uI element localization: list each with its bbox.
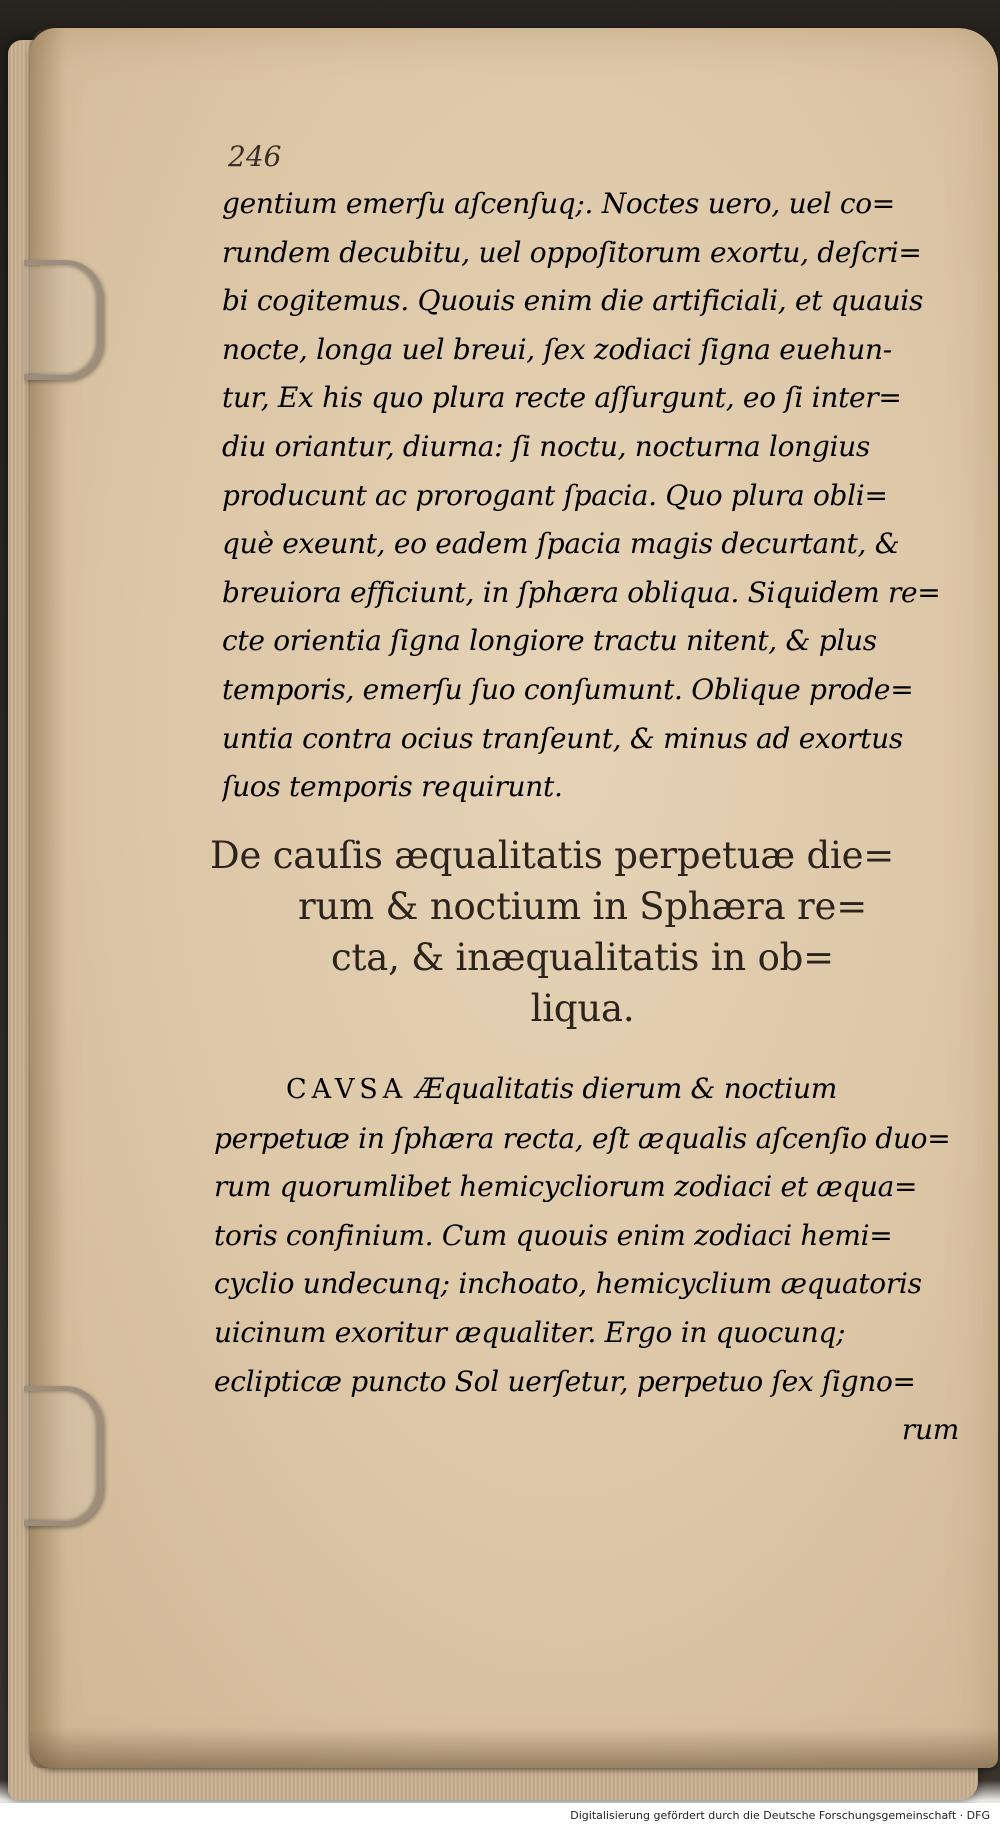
heading-line: De cauſis æqualitatis perpetuæ die= [210,834,895,877]
heading-line: liqua. [530,987,635,1030]
text-line: perpetuæ in ſphæra recta, eſt æqualis aſcenſio duo= [214,1121,951,1155]
book-clasp-top [24,260,103,380]
paragraph-2 [214,1065,959,1455]
footer-bar [0,1803,1000,1825]
heading-line: rum & noctium in Sphæra re= [297,885,868,928]
text-line: diu oriantur, diurna: ſi noctu, nocturna longius [222,429,870,463]
text-line: rum quorumlibet hemicycliorum zodiaci et æqua= [214,1170,918,1204]
text-line: cyclio undecunq; inchoato, hemicyclium æquatoris [214,1267,922,1301]
lead-word: CAVSA [286,1074,408,1105]
text-line: bi cogitemus. Quouis enim die artificiali, et quauis [222,284,924,318]
text-line: cte orientia ſigna longiore tractu nitent, & plus [222,624,877,658]
book-clasp-bottom [24,1386,103,1526]
funding-credit: Digitalisierung gefördert durch die Deutsche Forschungsgemeinschaft · DFG [570,1809,990,1822]
text-line: breuiora efficiunt, in ſphæra obliqua. Siquidem re= [222,575,941,609]
section-heading [210,830,955,1034]
text-line: toris confinium. Cum quouis enim zodiaci hemi= [214,1218,893,1252]
first-line-rest: Æqualitatis dierum & noctium [407,1072,838,1105]
heading-line: cta, & inæqualitatis in ob= [331,936,834,979]
catchword: rum [901,1413,959,1447]
paragraph-1 [222,180,957,812]
text-line-first [214,1065,959,1115]
text-line: tur, Ex his quo plura recte aſſurgunt, eo ſi inter= [222,381,902,415]
text-line: què exeunt, eo eadem ſpacia magis decurtant, & [222,527,900,561]
text-line: gentium emerſu aſcenſuq;. Noctes uero, uel co= [222,187,895,220]
text-line: producunt ac prorogant ſpacia. Quo plura obli= [222,478,888,512]
text-line: ſuos temporis requirunt. [222,770,563,804]
text-line: untia contra ocius tranſeunt, & minus ad exortus [222,721,903,755]
text-line: rundem decubitu, uel oppoſitorum exortu, deſcri= [222,235,922,269]
text-line: nocte, longa uel breui, ſex zodiaci ſigna euehun- [222,332,892,366]
text-line: temporis, emerſu ſuo conſumunt. Oblique prode= [222,672,914,706]
page-number: 246 [228,140,282,173]
text-line: uicinum exoritur æqualiter. Ergo in quocunq; [214,1315,846,1349]
text-line: eclipticæ puncto Sol uerſetur, perpetuo ſex ſigno= [214,1364,916,1398]
